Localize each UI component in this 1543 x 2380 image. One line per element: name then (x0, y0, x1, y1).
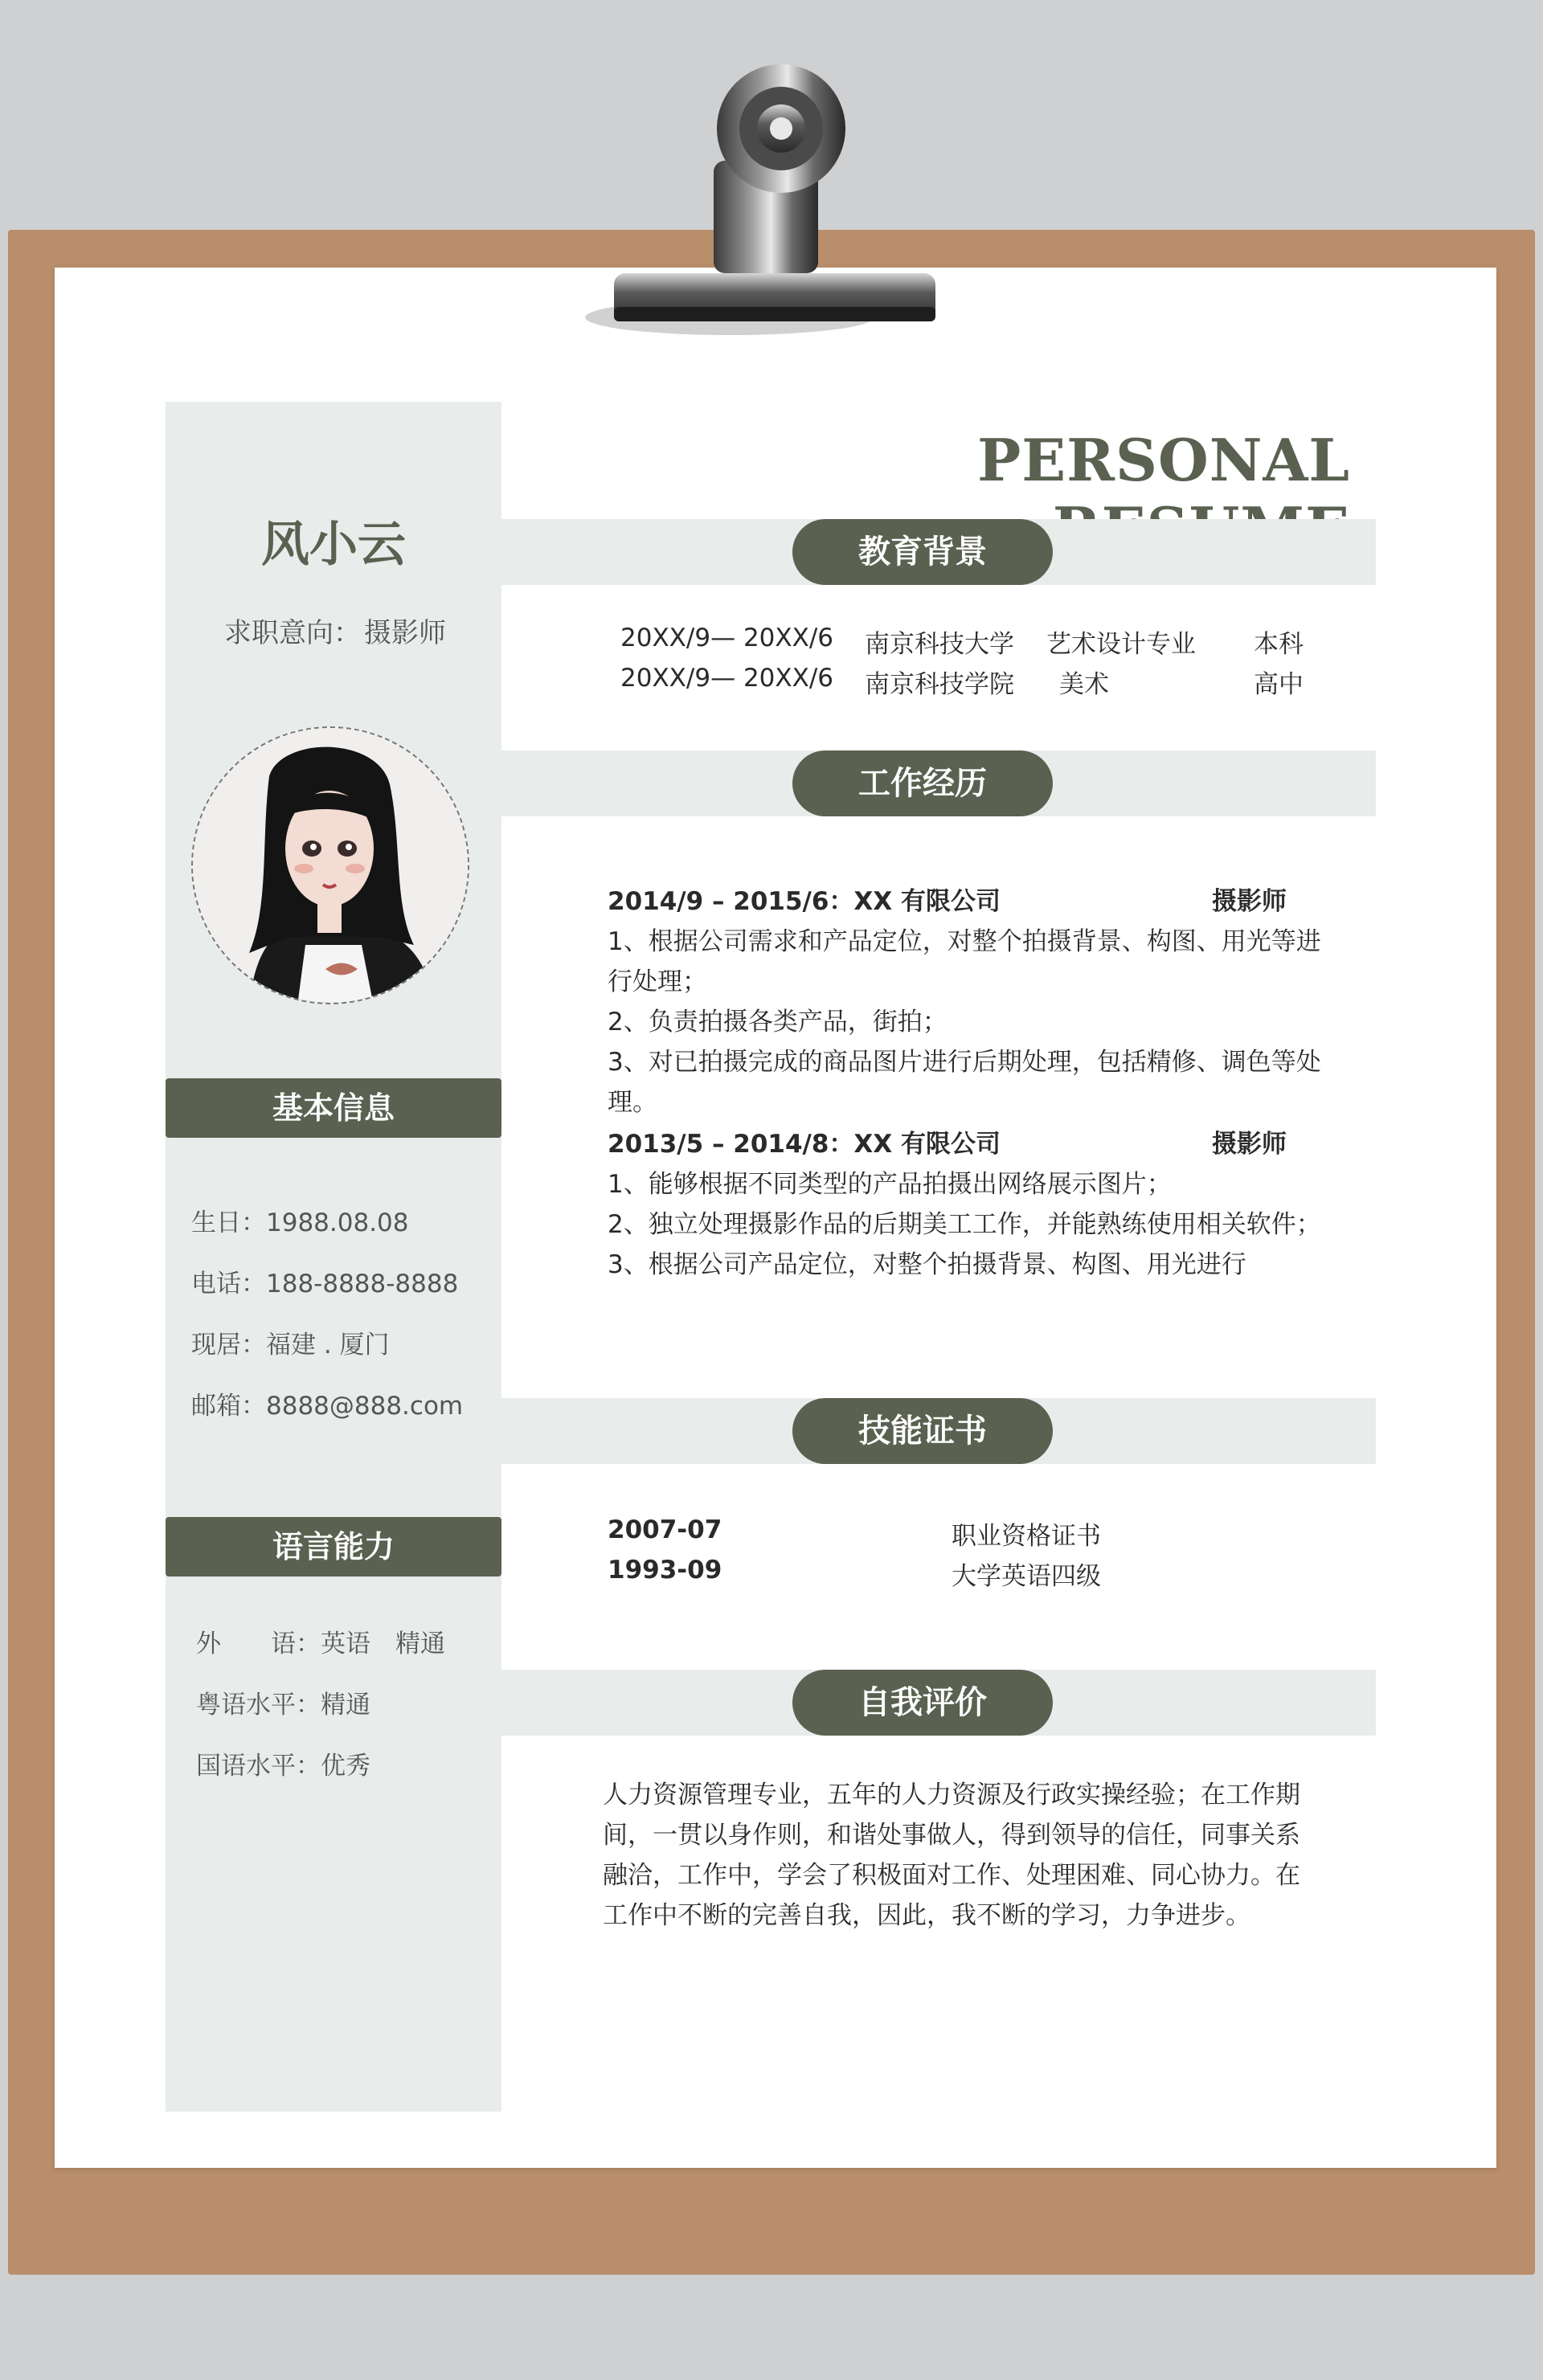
cert-name: 大学英语四级 (952, 1562, 1101, 1591)
avatar (191, 726, 469, 1004)
email-field (191, 1385, 463, 1421)
language-label: 粤语水平： (196, 1691, 321, 1720)
cert-name: 职业资格证书 (952, 1522, 1101, 1551)
language-label: 国语水平： (196, 1752, 321, 1781)
language-item (196, 1745, 370, 1781)
job-line: 2、负责拍摄各类产品，街拍； (608, 1008, 947, 1037)
job-role: 摄影师 (1212, 887, 1287, 916)
job-objective-value: 摄影师 (364, 617, 446, 649)
job-line: 3、根据公司产品定位，对整个拍摄背景、构图、用光进行 (608, 1250, 1246, 1279)
phone-value: 188-8888-8888 (266, 1270, 459, 1298)
self-eval-line: 融洽，工作中，学会了积极面对工作、处理困难、同心协力。在 (603, 1861, 1300, 1890)
skills-heading: 技能证书 (792, 1398, 1053, 1464)
self-eval-heading: 自我评价 (792, 1670, 1053, 1736)
language-value: 精通 (321, 1691, 370, 1720)
candidate-name: 风小云 (261, 517, 406, 573)
edu-major: 美术 (1059, 670, 1109, 699)
language-value: 优秀 (321, 1752, 370, 1781)
edu-major: 艺术设计专业 (1046, 630, 1196, 659)
job-line: 行处理； (608, 967, 707, 996)
self-eval-line: 人力资源管理专业，五年的人力资源及行政实操经验；在工作期 (603, 1781, 1300, 1810)
work-heading: 工作经历 (792, 750, 1053, 816)
email-label: 邮箱： (191, 1392, 266, 1421)
job-line: 1、能够根据不同类型的产品拍摄出网络展示图片； (608, 1170, 1172, 1199)
language-heading: 语言能力 (166, 1517, 501, 1576)
edu-degree: 本科 (1254, 630, 1304, 659)
language-label: 外 语： (196, 1630, 321, 1658)
job-line: 理。 (608, 1088, 657, 1117)
language-item (196, 1623, 445, 1659)
job-role: 摄影师 (1212, 1130, 1287, 1159)
phone-field (191, 1263, 458, 1299)
job-header: 2013/5 – 2014/8：XX 有限公司 (608, 1130, 1001, 1159)
edu-period: 20XX/9— 20XX/6 (620, 664, 834, 693)
self-eval-line: 工作中不断的完善自我，因此，我不断的学习，力争进步。 (603, 1901, 1250, 1930)
job-line: 1、根据公司需求和产品定位，对整个拍摄背景、构图、用光等进 (608, 927, 1321, 956)
job-line: 3、对已拍摄完成的商品图片进行后期处理，包括精修、调色等处 (608, 1048, 1321, 1077)
job-objective-label: 求职意向： (224, 617, 361, 649)
residence-field (191, 1324, 390, 1360)
cert-date: 2007-07 (608, 1515, 722, 1544)
binder-clip-icon (577, 48, 947, 354)
edu-period: 20XX/9— 20XX/6 (620, 624, 834, 652)
birthday-value: 1988.08.08 (266, 1208, 409, 1237)
education-heading: 教育背景 (792, 519, 1053, 585)
edu-school: 南京科技大学 (865, 630, 1014, 659)
language-value: 英语 精通 (321, 1630, 445, 1658)
basic-info-heading: 基本信息 (166, 1078, 501, 1138)
birthday-label: 生日： (191, 1208, 266, 1237)
resume-title: PERSONAL (977, 426, 1350, 494)
birthday-field (191, 1202, 409, 1238)
job-header: 2014/9 – 2015/6：XX 有限公司 (608, 887, 1001, 916)
edu-school: 南京科技学院 (865, 670, 1014, 699)
sidebar-panel (166, 402, 501, 2112)
residence-value: 福建 . 厦门 (266, 1331, 390, 1360)
residence-label: 现居： (191, 1331, 266, 1360)
language-item (196, 1684, 370, 1720)
self-eval-line: 间，一贯以身作则，和谐处事做人，得到领导的信任，同事关系 (603, 1821, 1300, 1850)
email-value: 8888@888.com (266, 1392, 464, 1421)
job-objective (166, 611, 501, 650)
phone-label: 电话： (191, 1270, 266, 1298)
cert-date: 1993-09 (608, 1556, 722, 1585)
job-line: 2、独立处理摄影作品的后期美工工作，并能熟练使用相关软件； (608, 1210, 1321, 1239)
edu-degree: 高中 (1254, 670, 1304, 699)
